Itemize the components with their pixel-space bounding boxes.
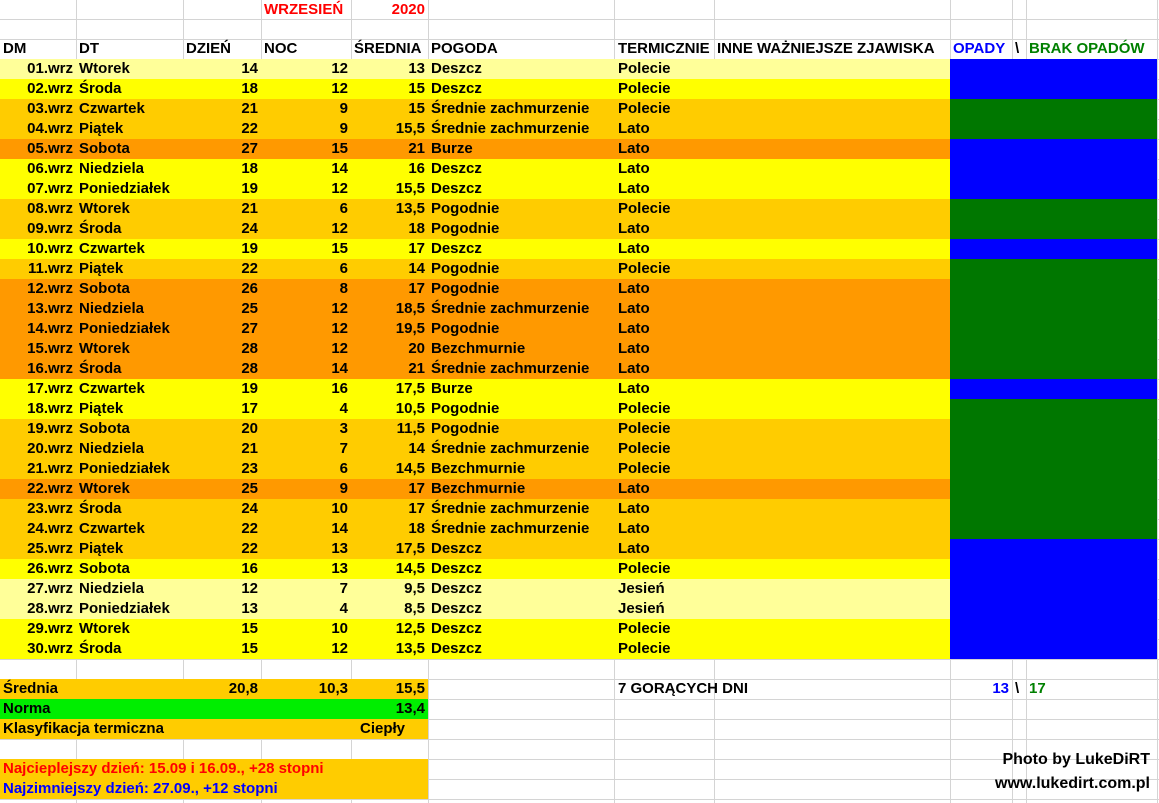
cell-dzien: 16: [241, 560, 258, 577]
col-header-inne: INNE WAŻNIEJSZE ZJAWISKA: [717, 40, 935, 57]
cell-dzien: 12: [241, 580, 258, 597]
cell-dzien: 24: [241, 220, 258, 237]
cell-dzien: 19: [241, 240, 258, 257]
brak-opadow-indicator: [950, 299, 1157, 319]
cell-sr: 13: [408, 60, 425, 77]
cell-dm: 19.wrz: [27, 420, 73, 437]
cell-pogoda: Średnie zachmurzenie: [431, 360, 590, 377]
cell-term: Polecie: [618, 260, 671, 277]
cell-dzien: 28: [241, 340, 258, 357]
cell-dzien: 19: [241, 180, 258, 197]
cell-dzien: 15: [241, 640, 258, 657]
cell-noc: 6: [339, 200, 348, 217]
cell-noc: 9: [339, 120, 348, 137]
summary-klasyfikacja-label: Klasyfikacja termiczna: [3, 720, 164, 737]
cell-dm: 16.wrz: [27, 360, 73, 377]
opady-indicator: [950, 139, 1157, 159]
cell-term: Polecie: [618, 620, 671, 637]
cell-noc: 12: [331, 60, 348, 77]
cell-term: Lato: [618, 520, 650, 537]
cell-noc: 14: [331, 520, 348, 537]
cell-dzien: 27: [241, 140, 258, 157]
cell-dt: Piątek: [79, 540, 124, 557]
cell-dt: Środa: [79, 360, 122, 377]
cell-noc: 12: [331, 640, 348, 657]
summary-srednia-noc: 10,3: [318, 680, 348, 697]
cell-dt: Wtorek: [79, 620, 130, 637]
cell-term: Lato: [618, 140, 650, 157]
cell-term: Lato: [618, 500, 650, 517]
cell-sr: 20: [408, 340, 425, 357]
opady-indicator: [950, 539, 1157, 559]
brak-opadow-indicator: [950, 459, 1157, 479]
cell-dt: Środa: [79, 80, 122, 97]
cell-dt: Sobota: [79, 280, 130, 297]
cell-noc: 3: [339, 420, 348, 437]
cell-term: Polecie: [618, 420, 671, 437]
cell-noc: 15: [331, 140, 348, 157]
opady-indicator: [950, 559, 1157, 579]
cell-dm: 29.wrz: [27, 620, 73, 637]
brak-opadow-indicator: [950, 339, 1157, 359]
cell-term: Jesień: [618, 580, 665, 597]
cell-dm: 03.wrz: [27, 100, 73, 117]
cell-dt: Środa: [79, 500, 122, 517]
cell-pogoda: Deszcz: [431, 560, 482, 577]
cell-dm: 12.wrz: [27, 280, 73, 297]
cell-dzien: 17: [241, 400, 258, 417]
cell-sr: 19,5: [395, 320, 425, 337]
cell-pogoda: Deszcz: [431, 540, 482, 557]
col-header-termicznie: TERMICZNIE: [618, 40, 710, 57]
cell-dm: 02.wrz: [27, 80, 73, 97]
opady-indicator: [950, 599, 1157, 619]
opady-indicator: [950, 159, 1157, 179]
opady-indicator: [950, 79, 1157, 99]
cell-dt: Niedziela: [79, 580, 145, 597]
col-header-noc: NOC: [264, 40, 298, 57]
cell-dt: Niedziela: [79, 440, 145, 457]
cell-pogoda: Deszcz: [431, 60, 482, 77]
cell-noc: 15: [331, 240, 348, 257]
cell-term: Lato: [618, 360, 650, 377]
cell-sr: 13,5: [395, 200, 425, 217]
cell-term: Polecie: [618, 460, 671, 477]
brak-opadow-indicator: [950, 439, 1157, 459]
cell-term: Lato: [618, 340, 650, 357]
cell-dm: 25.wrz: [27, 540, 73, 557]
cell-dm: 22.wrz: [27, 480, 73, 497]
cell-dm: 11.wrz: [27, 260, 73, 277]
cell-dm: 20.wrz: [27, 440, 73, 457]
cell-dzien: 21: [241, 200, 258, 217]
cell-dt: Wtorek: [79, 200, 130, 217]
cell-dm: 21.wrz: [27, 460, 73, 477]
cell-term: Lato: [618, 380, 650, 397]
cell-pogoda: Pogodnie: [431, 220, 500, 237]
brak-opadow-indicator: [950, 319, 1157, 339]
cell-dm: 24.wrz: [27, 520, 73, 537]
col-header-separator: \: [1015, 40, 1020, 57]
cell-dzien: 13: [241, 600, 258, 617]
website-credit: www.lukedirt.com.pl: [995, 775, 1150, 792]
cell-sr: 21: [408, 140, 425, 157]
brak-opadow-indicator: [950, 99, 1157, 119]
cell-dm: 01.wrz: [27, 60, 73, 77]
cell-dm: 05.wrz: [27, 140, 73, 157]
col-header-dm: DM: [3, 40, 27, 57]
cell-sr: 21: [408, 360, 425, 377]
cell-noc: 6: [339, 260, 348, 277]
cell-dt: Piątek: [79, 400, 124, 417]
cell-sr: 11,5: [396, 420, 425, 437]
cell-noc: 14: [331, 360, 348, 377]
cell-dt: Wtorek: [79, 60, 130, 77]
cell-dm: 15.wrz: [27, 340, 73, 357]
warmest-day-note: Najcieplejszy dzień: 15.09 i 16.09., +28 stopni: [3, 760, 324, 777]
cell-noc: 12: [331, 340, 348, 357]
cell-sr: 14,5: [395, 560, 425, 577]
cell-noc: 12: [331, 220, 348, 237]
cell-dt: Piątek: [79, 120, 124, 137]
cell-dt: Sobota: [79, 140, 130, 157]
cell-dzien: 19: [241, 380, 258, 397]
cell-term: Lato: [618, 180, 650, 197]
cell-noc: 12: [331, 80, 348, 97]
cell-pogoda: Średnie zachmurzenie: [431, 520, 590, 537]
brak-opadow-indicator: [950, 499, 1157, 519]
cell-term: Polecie: [618, 400, 671, 417]
cell-pogoda: Deszcz: [431, 180, 482, 197]
cell-noc: 10: [331, 620, 348, 637]
opady-indicator: [950, 379, 1157, 399]
cell-dt: Czwartek: [79, 100, 145, 117]
cell-dzien: 25: [241, 300, 258, 317]
cell-noc: 10: [331, 500, 348, 517]
cell-noc: 7: [339, 580, 348, 597]
cell-sr: 14,5: [395, 460, 425, 477]
cell-sr: 9,5: [404, 580, 425, 597]
cell-term: Polecie: [618, 200, 671, 217]
cell-pogoda: Średnie zachmurzenie: [431, 120, 590, 137]
cell-sr: 15,5: [395, 120, 425, 137]
cell-pogoda: Burze: [431, 140, 473, 157]
cell-dt: Poniedziałek: [79, 600, 170, 617]
cell-term: Lato: [618, 240, 650, 257]
opady-indicator: [950, 639, 1157, 659]
cell-dzien: 14: [241, 60, 258, 77]
cell-noc: 13: [331, 540, 348, 557]
grid-row-line: [0, 799, 1159, 800]
cell-dm: 08.wrz: [27, 200, 73, 217]
cell-pogoda: Średnie zachmurzenie: [431, 440, 590, 457]
cell-dt: Wtorek: [79, 340, 130, 357]
cell-noc: 12: [331, 300, 348, 317]
count-separator: \: [1015, 680, 1020, 697]
cell-dm: 06.wrz: [27, 160, 73, 177]
cell-dm: 28.wrz: [27, 600, 73, 617]
col-header-pogoda: POGODA: [431, 40, 498, 57]
cell-sr: 15: [408, 80, 425, 97]
cell-noc: 8: [339, 280, 348, 297]
cell-dzien: 18: [241, 80, 258, 97]
cell-dm: 13.wrz: [27, 300, 73, 317]
cell-term: Lato: [618, 160, 650, 177]
cell-dm: 14.wrz: [27, 320, 73, 337]
cell-term: Lato: [618, 300, 650, 317]
cell-dt: Piątek: [79, 260, 124, 277]
cell-pogoda: Deszcz: [431, 80, 482, 97]
cell-noc: 9: [339, 480, 348, 497]
cell-noc: 14: [331, 160, 348, 177]
summary-klasyfikacja-value: Ciepły: [359, 720, 405, 737]
grid-row-line: [0, 659, 1159, 660]
cell-sr: 17: [408, 280, 425, 297]
summary-srednia-label: Średnia: [3, 680, 59, 697]
cell-dt: Czwartek: [79, 520, 145, 537]
cell-dm: 18.wrz: [27, 400, 73, 417]
cell-dm: 26.wrz: [27, 560, 73, 577]
cell-dt: Wtorek: [79, 480, 130, 497]
cell-dm: 09.wrz: [27, 220, 73, 237]
cell-dm: 23.wrz: [27, 500, 73, 517]
cell-sr: 17: [408, 500, 425, 517]
cell-pogoda: Bezchmurnie: [431, 480, 526, 497]
cell-sr: 12,5: [395, 620, 425, 637]
cell-dm: 27.wrz: [27, 580, 73, 597]
cell-sr: 17: [408, 240, 425, 257]
cell-dm: 04.wrz: [27, 120, 73, 137]
brak-opadow-indicator: [950, 199, 1157, 219]
cell-noc: 7: [339, 440, 348, 457]
col-header-dzien: DZIEŃ: [186, 40, 231, 57]
cell-sr: 10,5: [395, 400, 425, 417]
cell-dzien: 23: [241, 460, 258, 477]
cell-dzien: 24: [241, 500, 258, 517]
cell-pogoda: Pogodnie: [431, 280, 500, 297]
col-header-srednia: ŚREDNIA: [354, 40, 422, 57]
brak-opadow-indicator: [950, 259, 1157, 279]
cell-term: Polecie: [618, 440, 671, 457]
cell-pogoda: Burze: [431, 380, 473, 397]
coldest-day-note: Najzimniejszy dzień: 27.09., +12 stopni: [3, 780, 278, 797]
grid-column-line: [1157, 0, 1158, 803]
cell-dt: Niedziela: [79, 300, 145, 317]
cell-sr: 15,5: [395, 180, 425, 197]
cell-dzien: 21: [241, 440, 258, 457]
cell-dzien: 27: [241, 320, 258, 337]
cell-term: Lato: [618, 480, 650, 497]
cell-noc: 4: [339, 400, 348, 417]
cell-dzien: 22: [241, 540, 258, 557]
cell-term: Polecie: [618, 60, 671, 77]
col-header-brak-opadow: BRAK OPADÓW: [1029, 40, 1145, 57]
cell-dt: Niedziela: [79, 160, 145, 177]
cell-sr: 16: [408, 160, 425, 177]
cell-noc: 12: [331, 320, 348, 337]
cell-dt: Sobota: [79, 560, 130, 577]
cell-pogoda: Deszcz: [431, 600, 482, 617]
cell-sr: 8,5: [404, 600, 425, 617]
cell-dt: Czwartek: [79, 240, 145, 257]
summary-norma-label: Norma: [3, 700, 51, 717]
cell-pogoda: Pogodnie: [431, 400, 500, 417]
cell-dm: 30.wrz: [27, 640, 73, 657]
brak-opadow-indicator: [950, 419, 1157, 439]
cell-pogoda: Deszcz: [431, 240, 482, 257]
cell-pogoda: Pogodnie: [431, 420, 500, 437]
cell-pogoda: Deszcz: [431, 620, 482, 637]
cell-dzien: 18: [241, 160, 258, 177]
brak-opadow-indicator: [950, 399, 1157, 419]
cell-term: Lato: [618, 120, 650, 137]
cell-dzien: 21: [241, 100, 258, 117]
cell-dt: Poniedziałek: [79, 320, 170, 337]
year-title: 2020: [391, 1, 425, 18]
cell-dt: Czwartek: [79, 380, 145, 397]
cell-term: Polecie: [618, 560, 671, 577]
cell-pogoda: Pogodnie: [431, 200, 500, 217]
cell-pogoda: Deszcz: [431, 160, 482, 177]
cell-dzien: 28: [241, 360, 258, 377]
cell-sr: 17,5: [395, 380, 425, 397]
cell-dzien: 20: [241, 420, 258, 437]
cell-pogoda: Średnie zachmurzenie: [431, 500, 590, 517]
opady-count: 13: [992, 680, 1009, 697]
cell-dzien: 25: [241, 480, 258, 497]
cell-noc: 12: [331, 180, 348, 197]
cell-noc: 13: [331, 560, 348, 577]
cell-term: Lato: [618, 320, 650, 337]
cell-noc: 16: [331, 380, 348, 397]
brak-opadow-indicator: [950, 479, 1157, 499]
cell-dt: Poniedziałek: [79, 180, 170, 197]
col-header-opady: OPADY: [953, 40, 1006, 57]
summary-srednia-dzien: 20,8: [228, 680, 258, 697]
photo-credit: Photo by LukeDiRT: [1002, 751, 1150, 768]
cell-noc: 9: [339, 100, 348, 117]
cell-noc: 6: [339, 460, 348, 477]
brak-opadow-indicator: [950, 519, 1157, 539]
opady-indicator: [950, 579, 1157, 599]
cell-dzien: 22: [241, 520, 258, 537]
cell-sr: 17: [408, 480, 425, 497]
opady-indicator: [950, 59, 1157, 79]
brak-opadow-indicator: [950, 279, 1157, 299]
opady-indicator: [950, 179, 1157, 199]
cell-dt: Środa: [79, 220, 122, 237]
month-title: WRZESIEŃ: [264, 1, 344, 18]
cell-sr: 17,5: [395, 540, 425, 557]
cell-term: Lato: [618, 220, 650, 237]
cell-term: Polecie: [618, 100, 671, 117]
cell-sr: 18,5: [395, 300, 425, 317]
cell-dm: 17.wrz: [27, 380, 73, 397]
brak-opadow-indicator: [950, 219, 1157, 239]
cell-dm: 07.wrz: [27, 180, 73, 197]
cell-dzien: 15: [241, 620, 258, 637]
grid-row-line: [0, 739, 1159, 740]
brak-opadow-indicator: [950, 359, 1157, 379]
brak-opadow-count: 17: [1029, 680, 1046, 697]
cell-term: Lato: [618, 540, 650, 557]
cell-pogoda: Deszcz: [431, 580, 482, 597]
cell-dt: Sobota: [79, 420, 130, 437]
cell-term: Polecie: [618, 640, 671, 657]
cell-dzien: 22: [241, 260, 258, 277]
cell-dzien: 26: [241, 280, 258, 297]
brak-opadow-indicator: [950, 119, 1157, 139]
cell-term: Polecie: [618, 80, 671, 97]
hot-days-count: 7 GORĄCYCH DNI: [618, 680, 749, 697]
cell-pogoda: Średnie zachmurzenie: [431, 100, 590, 117]
cell-dt: Środa: [79, 640, 122, 657]
grid-row-line: [0, 19, 1159, 20]
opady-indicator: [950, 239, 1157, 259]
cell-sr: 18: [408, 220, 425, 237]
summary-norma-value: 13,4: [395, 700, 425, 717]
cell-dt: Poniedziałek: [79, 460, 170, 477]
cell-sr: 15: [408, 100, 425, 117]
cell-dm: 10.wrz: [27, 240, 73, 257]
cell-pogoda: Bezchmurnie: [431, 460, 526, 477]
cell-sr: 13,5: [395, 640, 425, 657]
cell-noc: 4: [339, 600, 348, 617]
cell-pogoda: Deszcz: [431, 640, 482, 657]
cell-term: Jesień: [618, 600, 665, 617]
cell-pogoda: Pogodnie: [431, 260, 500, 277]
cell-pogoda: Pogodnie: [431, 320, 500, 337]
cell-sr: 14: [408, 440, 425, 457]
cell-pogoda: Bezchmurnie: [431, 340, 526, 357]
cell-pogoda: Średnie zachmurzenie: [431, 300, 590, 317]
cell-term: Lato: [618, 280, 650, 297]
opady-indicator: [950, 619, 1157, 639]
summary-srednia-value: 15,5: [395, 680, 425, 697]
cell-sr: 18: [408, 520, 425, 537]
col-header-dt: DT: [79, 40, 99, 57]
cell-sr: 14: [408, 260, 425, 277]
cell-dzien: 22: [241, 120, 258, 137]
